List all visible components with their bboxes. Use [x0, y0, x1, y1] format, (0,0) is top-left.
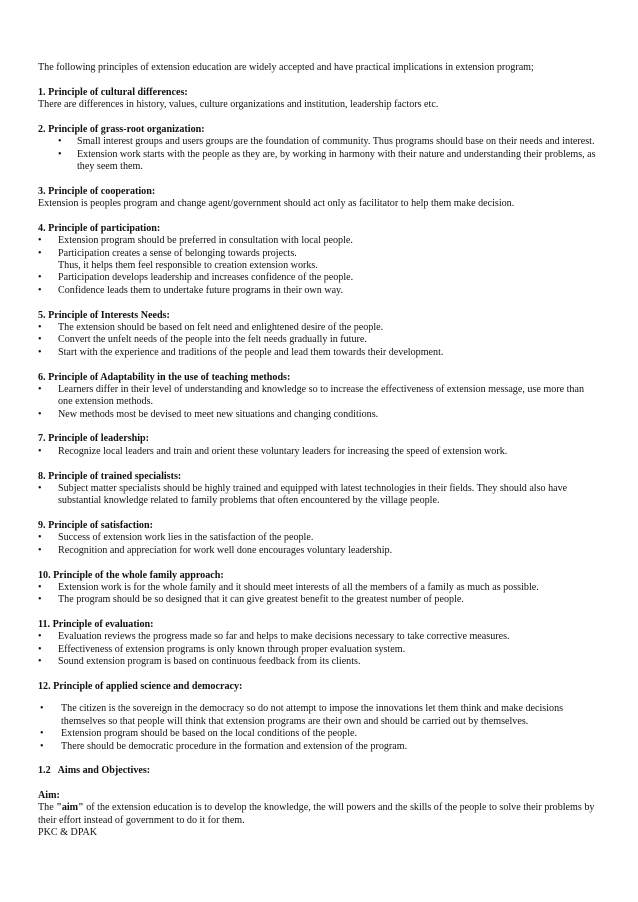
bullet-icon: •: [38, 482, 42, 494]
section-evaluation: [38, 619, 598, 669]
list-item: • Subject matter specialists should be highly trained and equipped with latest technologies in their fields. They should also have substantial knowledge related to family problems that often encountered by the village people.: [38, 482, 568, 507]
section-heading: 8. Principle of trained specialists:: [38, 470, 182, 482]
section-heading: 6. Principle of Adaptability in the use of teaching methods:: [38, 371, 291, 383]
bullet-icon: •: [40, 740, 44, 752]
bullet-list: [38, 235, 598, 260]
page-footer: PKC & DPAK: [38, 827, 98, 839]
bullet-icon: •: [38, 445, 42, 457]
section-heading: 3. Principle of cooperation:: [38, 185, 156, 197]
bullet-icon: •: [40, 728, 44, 740]
intro-paragraph: The following principles of extension education are widely accepted and have practical implications in extension program;: [38, 62, 534, 73]
bullet-icon: •: [38, 631, 42, 643]
bullet-icon: •: [40, 703, 44, 715]
bullet-icon: •: [38, 594, 42, 606]
bullet-list: [38, 532, 598, 557]
list-item: • Effectiveness of extension programs is only known through proper evaluation system.: [38, 643, 406, 655]
list-item: • Extension program should be based on the local conditions of the people.: [40, 728, 358, 740]
list-item: • There should be democratic procedure in the formation and extension of the program.: [40, 740, 408, 752]
bullet-list: [38, 631, 598, 668]
bullet-list: [38, 322, 598, 359]
section-leadership: [38, 433, 598, 458]
section-applied-science: [38, 681, 598, 753]
list-item: • Participation develops leadership and increases confidence of the people.: [38, 272, 354, 284]
section-heading: 4. Principle of participation:: [38, 222, 161, 234]
bullet-list: [38, 446, 598, 458]
bullet-list: [38, 483, 598, 508]
list-item: • Sound extension program is based on continuous feedback from its clients.: [38, 656, 361, 668]
aim-heading: Aim:: [38, 790, 60, 802]
bullet-list: [38, 136, 598, 173]
section-aims-objectives: [38, 765, 598, 777]
list-item: • Recognition and appreciation for work well done encourages voluntary leadership.: [38, 544, 393, 556]
list-item: • The program should be so designed that it can give greatest benefit to the greatest number of people.: [38, 594, 464, 606]
bullet-icon: •: [38, 235, 42, 247]
section-cultural-differences: [38, 87, 598, 112]
bullet-icon: •: [58, 148, 62, 160]
bullet-icon: •: [38, 321, 42, 333]
section-heading: 12. Principle of applied science and democracy:: [38, 681, 243, 692]
bullet-icon: •: [38, 247, 42, 259]
aim-paragraph: The "aim" of the extension education is to develop the knowledge, the will powers and the skills of the people to solve their problems by their effort instead of government to do it for them.: [38, 802, 595, 826]
list-item: • The extension should be based on felt need and enlightened desire of the people.: [38, 321, 384, 333]
list-item: • Extension work is for the whole family and it should meet interests of all the members of a family as much as possible.: [38, 581, 539, 593]
list-item: • New methods most be devised to meet new situations and changing conditions.: [38, 408, 379, 420]
list-item: • Recognize local leaders and train and orient these voluntary leaders for increasing the speed of extension work.: [38, 445, 508, 457]
bullet-icon: •: [38, 284, 42, 296]
section-body: There are differences in history, values, culture organizations and institution, leadership factors etc.: [38, 99, 439, 111]
section-participation: [38, 223, 598, 297]
bullet-icon: •: [38, 656, 42, 668]
section-heading: 9. Principle of satisfaction:: [38, 520, 153, 532]
bullet-icon: •: [38, 532, 42, 544]
bullet-icon: •: [38, 383, 42, 395]
aim-block: [38, 790, 598, 827]
bullet-icon: •: [58, 136, 62, 148]
list-item: • Convert the unfelt needs of the people into the felt needs gradually in future.: [38, 334, 367, 346]
list-item: • Confidence leads them to undertake future programs in their own way.: [38, 284, 343, 296]
bullet-icon: •: [38, 643, 42, 655]
bullet-list: [38, 272, 598, 297]
list-item: • Participation creates a sense of belonging towards projects.: [38, 247, 297, 259]
section-heading: 10. Principle of the whole family approach:: [38, 569, 224, 581]
section-adaptability: [38, 372, 598, 422]
section-heading: 11. Principle of evaluation:: [38, 619, 154, 631]
section-heading: 1.2 Aims and Objectives:: [38, 765, 151, 777]
bullet-icon: •: [38, 334, 42, 346]
bullet-icon: •: [38, 544, 42, 556]
section-whole-family: [38, 570, 598, 607]
list-item: • Small interest groups and users groups are the foundation of community. Thus programs should base on their needs and interest.: [58, 136, 595, 148]
section-heading: 5. Principle of Interests Needs:: [38, 309, 170, 321]
section-heading: 7. Principle of leadership:: [38, 433, 150, 445]
list-item: • Learners differ in their level of understanding and knowledge so to increase the effectiveness of extension message, use more than one extension methods.: [38, 383, 585, 408]
bullet-list: [38, 703, 598, 753]
list-item: • Success of extension work lies in the satisfaction of the people.: [38, 532, 314, 544]
section-heading: 2. Principle of grass-root organization:: [38, 123, 205, 135]
continuation-line: Thus, it helps them feel responsible to creation extension works.: [58, 260, 318, 272]
section-cooperation: [38, 186, 598, 211]
section-body: Extension is peoples program and change agent/government should act only as facilitator to help them make decision.: [38, 198, 515, 210]
list-item: • Evaluation reviews the progress made so far and helps to make decisions necessary to take corrective measures.: [38, 631, 510, 643]
list-item: • Start with the experience and traditions of the people and lead them towards their development.: [38, 346, 444, 358]
section-grass-root: [38, 124, 598, 174]
bullet-icon: •: [38, 272, 42, 284]
bullet-list: [38, 582, 598, 607]
section-heading: 1. Principle of cultural differences:: [38, 86, 188, 98]
bullet-icon: •: [38, 408, 42, 420]
list-item: • The citizen is the sovereign in the democracy so do not attempt to impose the innovations let them think and make decisions themselves so that people will think that extension programs are their own and should be carried out by themselves.: [40, 703, 564, 727]
bullet-icon: •: [38, 581, 42, 593]
section-interests-needs: [38, 310, 598, 360]
bullet-icon: •: [38, 346, 42, 358]
list-item: • Extension work starts with the people as they are, by working in harmony with their nature and understanding their problems, as they seem them.: [58, 148, 596, 173]
section-trained-specialists: [38, 471, 598, 508]
list-item: • Extension program should be preferred in consultation with local people.: [38, 235, 353, 247]
bullet-list: [38, 384, 598, 421]
section-satisfaction: [38, 520, 598, 557]
